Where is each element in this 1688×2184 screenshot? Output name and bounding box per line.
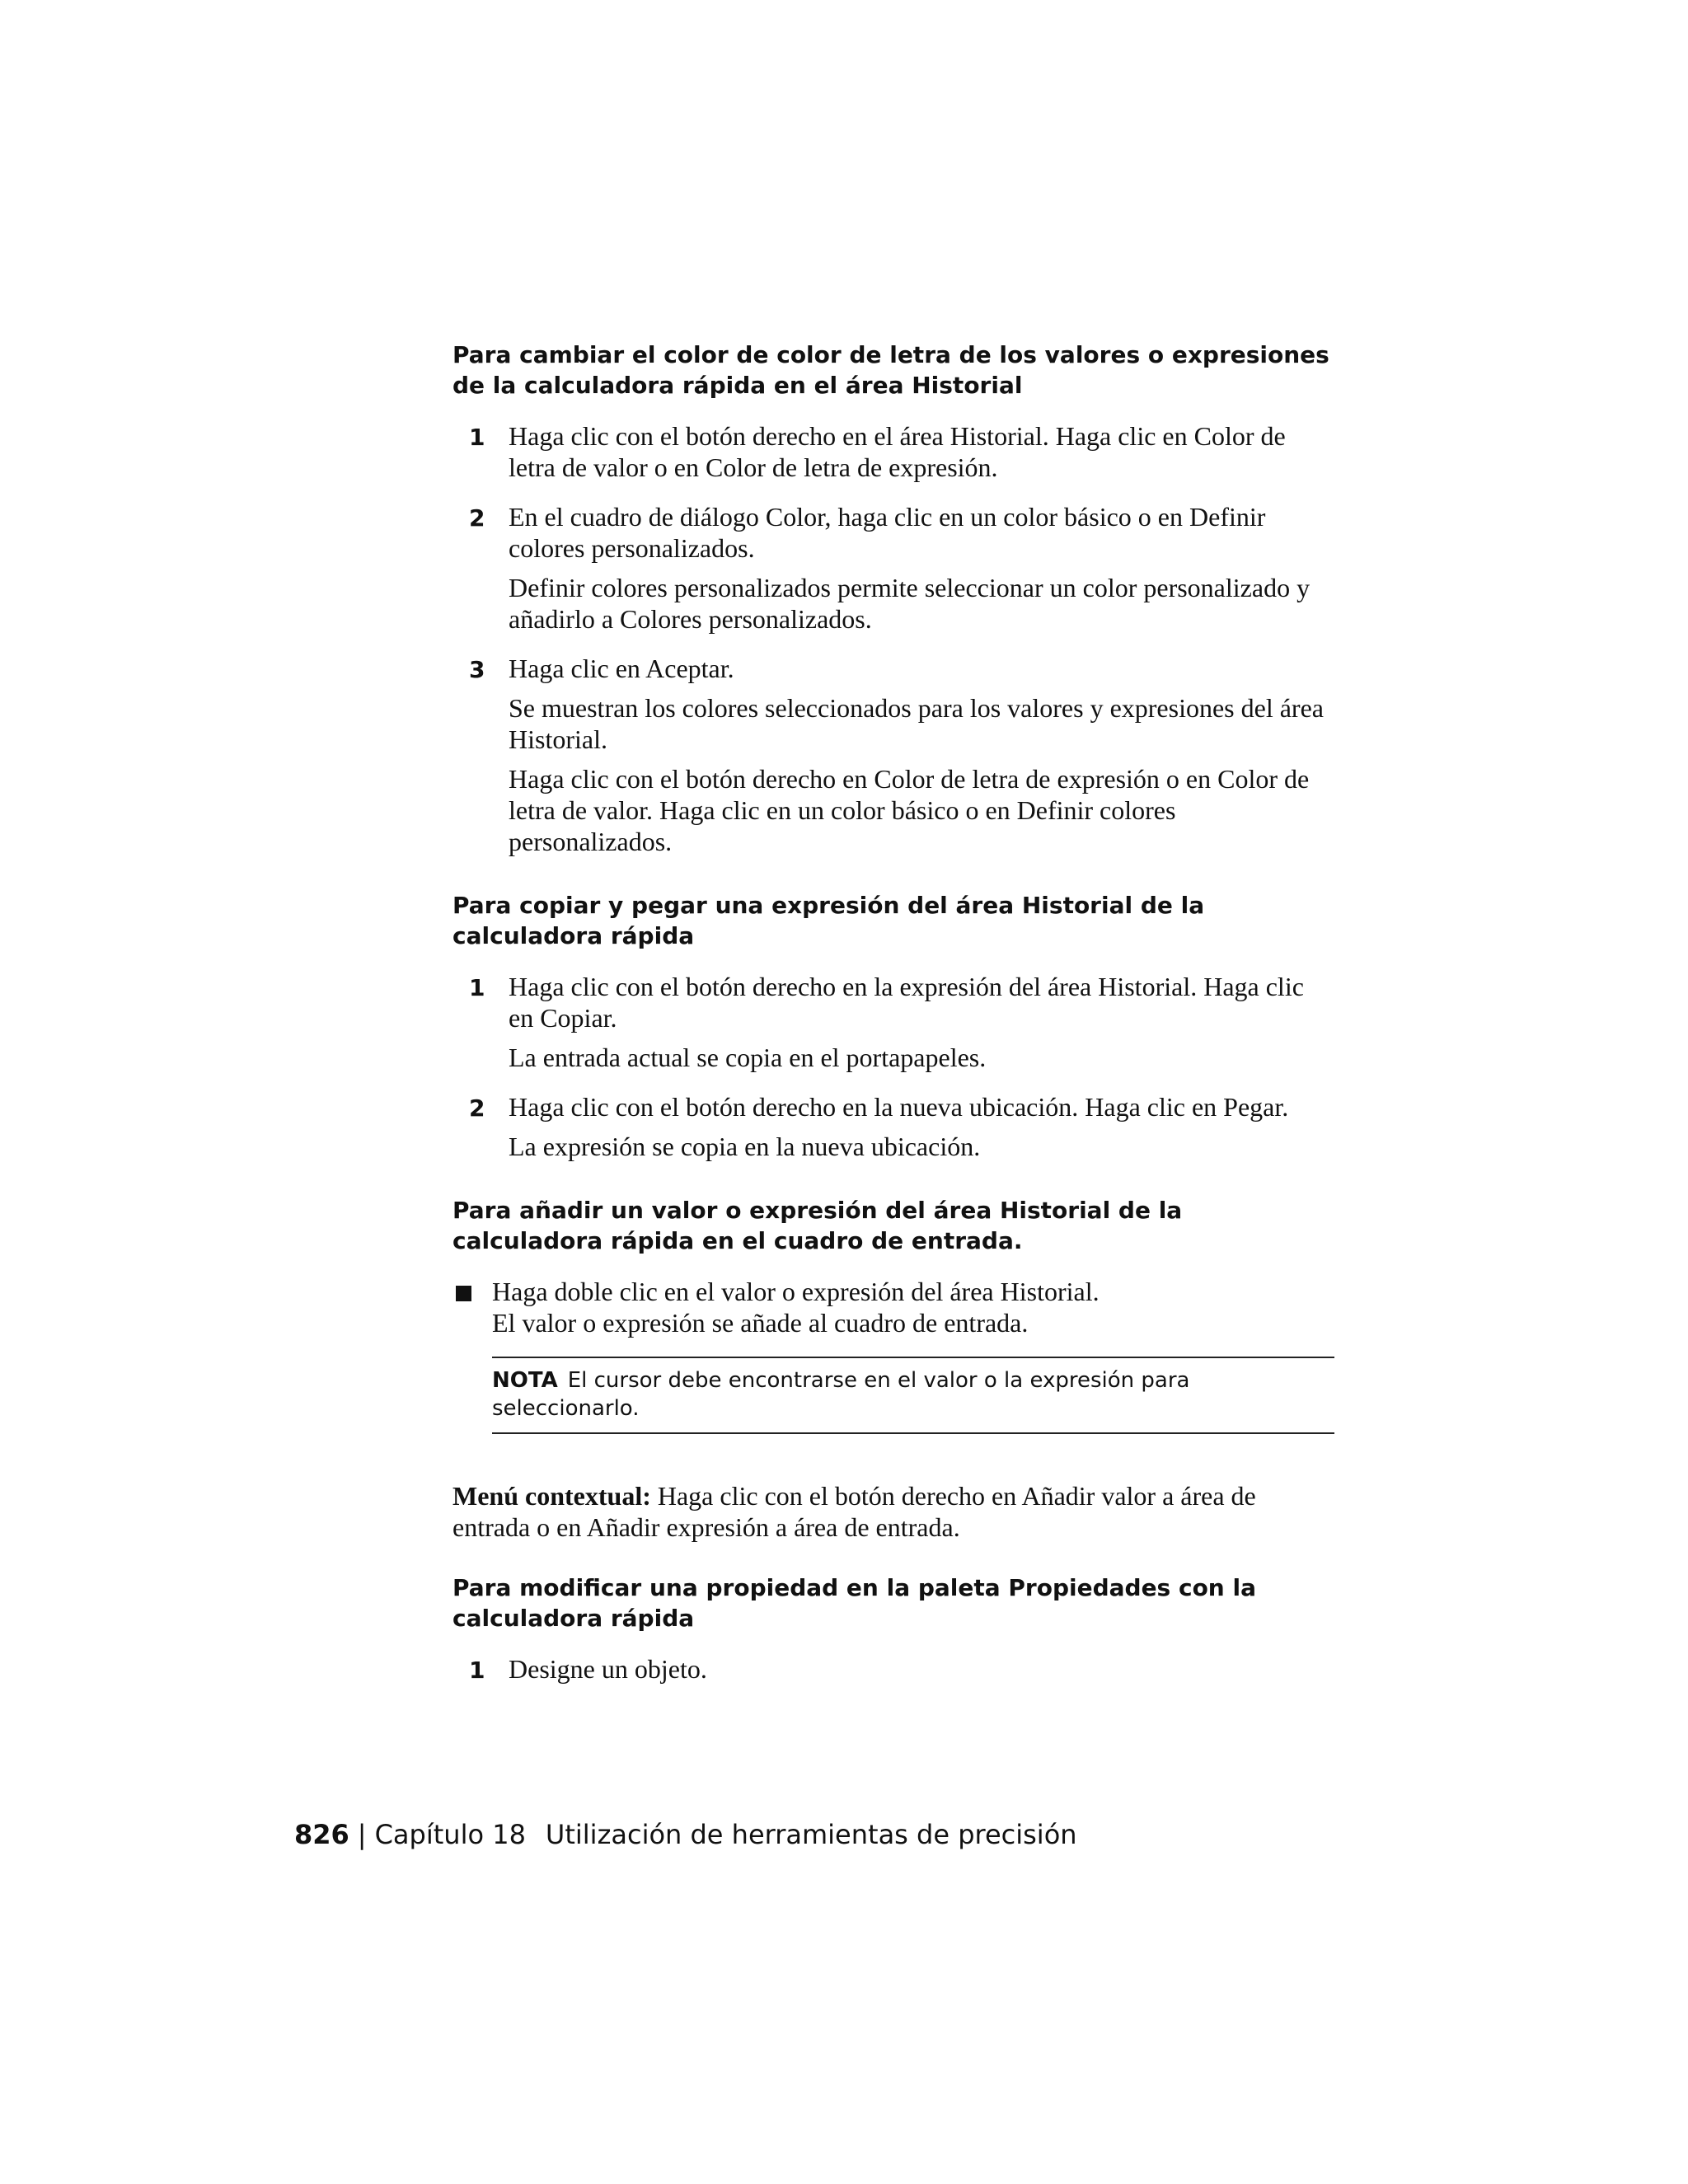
footer-separator: | <box>357 1819 367 1850</box>
step-list <box>452 420 1334 857</box>
step-item <box>452 501 1334 635</box>
step-text: Designe un objeto. <box>509 1654 707 1684</box>
step-item <box>452 1091 1334 1162</box>
step-list <box>452 1653 1334 1685</box>
step-number: 1 <box>469 974 485 1001</box>
section-add-to-input-box <box>452 1195 1334 1434</box>
procedure-heading: Para cambiar el color de color de letra de los valores o expresiones de la calculadora rápida en el área Historial <box>452 341 1329 399</box>
step-item <box>452 420 1334 483</box>
step-number: 2 <box>469 504 485 532</box>
step-text: En el cuadro de diálogo Color, haga clic en un color básico o en Definir colores personalizados. <box>509 502 1266 563</box>
context-menu-label: Menú contextual: <box>452 1481 651 1511</box>
step-text: Haga clic con el botón derecho en la nueva ubicación. Haga clic en Pegar. <box>509 1092 1289 1122</box>
square-bullet-icon <box>456 1286 471 1301</box>
context-menu-text: Haga clic con el botón derecho en Añadir valor a área de entrada o en Añadir expresión a área de entrada. <box>452 1481 1256 1542</box>
step-item <box>452 653 1334 857</box>
chapter-label: Capítulo 18 <box>374 1819 526 1850</box>
note-text: El cursor debe encontrarse en el valor o la expresión para seleccionarlo. <box>492 1368 1190 1421</box>
step-subtext: La expresión se copia en la nueva ubicación. <box>509 1132 981 1161</box>
bullet-item <box>452 1276 1334 1338</box>
page-footer <box>294 1818 1077 1851</box>
section-modify-property <box>452 1572 1334 1685</box>
step-number: 2 <box>469 1094 485 1122</box>
step-text: Haga clic en Aceptar. <box>509 654 734 683</box>
step-item <box>452 1653 1334 1685</box>
step-list <box>452 971 1334 1162</box>
step-subtext: Se muestran los colores seleccionados para los valores y expresiones del área Historial. <box>509 693 1324 754</box>
chapter-title: Utilización de herramientas de precisión <box>545 1819 1077 1850</box>
page-number: 826 <box>294 1819 349 1850</box>
step-text: Haga clic con el botón derecho en la expresión del área Historial. Haga clic en Copiar. <box>509 972 1304 1033</box>
page-content <box>452 340 1334 1718</box>
note-box <box>492 1357 1334 1434</box>
step-number: 1 <box>469 1657 485 1684</box>
context-menu-paragraph <box>452 1480 1334 1543</box>
step-number: 1 <box>469 424 485 451</box>
step-number: 3 <box>469 656 485 683</box>
step-subtext: Definir colores personalizados permite seleccionar un color personalizado y añadirlo a Colores personalizados. <box>509 573 1311 634</box>
section-copy-paste-expression <box>452 890 1334 1162</box>
bullet-text: El valor o expresión se añade al cuadro de entrada. <box>492 1308 1029 1338</box>
step-subtext: Haga clic con el botón derecho en Color de letra de expresión o en Color de letra de valor. Haga clic en un color básico o en Definir colores personalizados. <box>509 764 1310 856</box>
procedure-heading: Para copiar y pegar una expresión del área Historial de la calculadora rápida <box>452 892 1205 949</box>
note-label: NOTA <box>492 1368 558 1393</box>
step-item <box>452 971 1334 1073</box>
bullet-text: Haga doble clic en el valor o expresión del área Historial. <box>492 1277 1100 1306</box>
procedure-heading: Para modificar una propiedad en la paleta Propiedades con la calculadora rápida <box>452 1574 1256 1632</box>
procedure-heading: Para añadir un valor o expresión del área Historial de la calculadora rápida en el cuadro de entrada. <box>452 1197 1183 1254</box>
step-text: Haga clic con el botón derecho en el área Historial. Haga clic en Color de letra de valor o en Color de letra de expresión. <box>509 421 1286 482</box>
section-change-font-color <box>452 340 1334 857</box>
step-subtext: La entrada actual se copia en el portapapeles. <box>509 1043 987 1072</box>
